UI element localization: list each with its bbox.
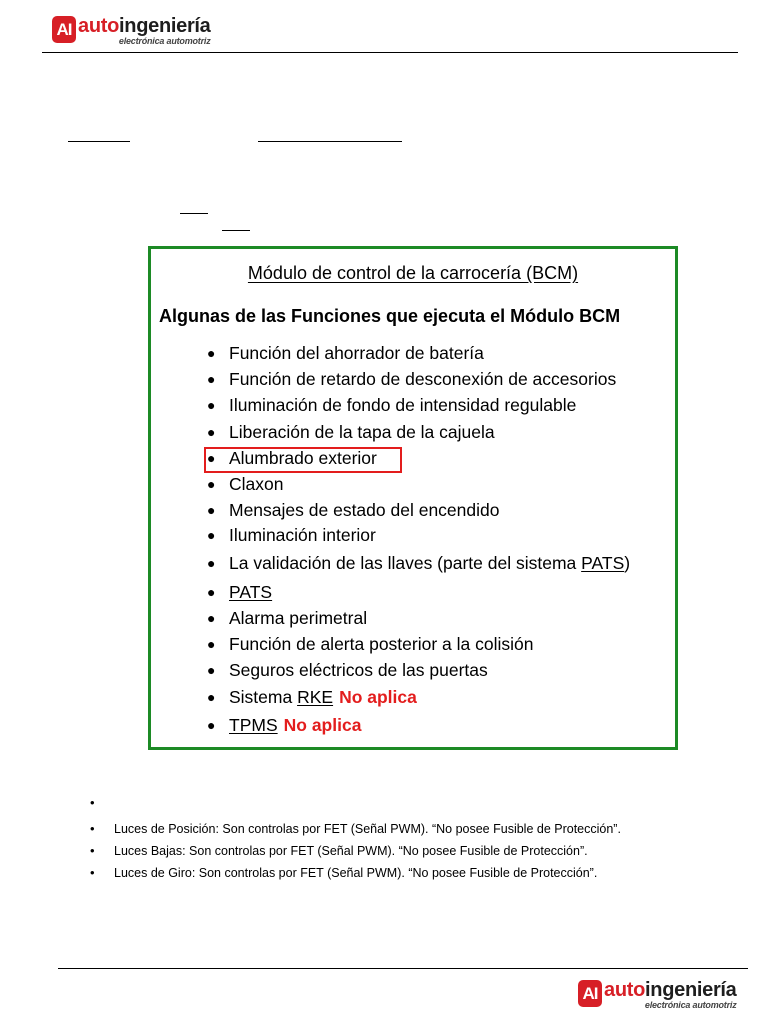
function-item	[207, 685, 417, 709]
bullet-icon: ●	[207, 610, 216, 626]
function-item	[207, 606, 367, 630]
logo-brand	[78, 16, 211, 36]
acronym-link: RKE	[297, 687, 334, 707]
underline-fragment	[180, 213, 208, 214]
bullet-icon: ●	[207, 424, 216, 440]
function-text: Función de alerta posterior a la colisión	[229, 634, 534, 654]
function-item	[207, 393, 576, 417]
bullet-icon: ●	[207, 717, 216, 733]
acronym-link: TPMS	[229, 715, 278, 735]
bullet-icon: ●	[207, 527, 216, 543]
logo-brand-auto: auto	[604, 979, 646, 1001]
bcm-figure	[148, 246, 678, 750]
function-text-suffix: )	[624, 553, 631, 573]
function-text: Liberación de la tapa de la cajuela	[229, 422, 495, 442]
figure-subtitle: Algunas de las Funciones que ejecuta el Módulo BCM	[159, 306, 621, 326]
function-item	[207, 523, 376, 547]
figure-title	[151, 263, 675, 284]
underline-fragment	[222, 230, 250, 231]
function-item	[207, 632, 533, 656]
function-text: Función del ahorrador de batería	[229, 343, 484, 363]
bullet-icon: ●	[207, 345, 216, 361]
function-text: La validación de las llaves (parte del sistema	[229, 553, 582, 573]
underline-fragment	[258, 141, 402, 142]
figure-title-text: Módulo de control de la carrocería (BCM)	[247, 263, 579, 283]
underline-fragment	[68, 141, 130, 142]
function-item	[207, 580, 272, 604]
bullet-icon: ●	[207, 636, 216, 652]
logo-brand-ingenieria: ingeniería	[645, 979, 737, 1001]
function-item	[207, 713, 361, 737]
function-text: Claxon	[229, 474, 284, 494]
function-text: Alarma perimetral	[229, 608, 368, 628]
function-item	[207, 658, 488, 682]
bullet-icon: ●	[207, 555, 216, 571]
function-text: Mensajes de estado del encendido	[229, 500, 500, 520]
footer-logo	[578, 980, 737, 1010]
logo-brand-ingenieria: ingeniería	[119, 15, 211, 37]
logo-tagline: electrónica automotriz	[118, 36, 211, 46]
function-item	[207, 367, 616, 391]
logo-brand-auto: auto	[78, 15, 120, 37]
not-applicable-note: No aplica	[283, 715, 362, 735]
acronym-link: PATS	[229, 582, 273, 602]
body-bullet: • Luces Bajas: Son controlas por FET (Señal PWM). “No posee Fusible de Protección”.	[88, 844, 688, 858]
function-item	[207, 551, 630, 575]
function-text: Sistema	[229, 687, 298, 707]
function-text: Iluminación interior	[229, 525, 376, 545]
function-item	[207, 341, 484, 365]
function-item	[207, 498, 499, 522]
header-rule	[42, 52, 738, 53]
bullet-icon: ●	[207, 584, 216, 600]
logo-badge: AI	[578, 980, 602, 1007]
bullet-icon: ●	[207, 662, 216, 678]
function-item	[207, 420, 495, 444]
bullet-icon: ●	[207, 689, 216, 705]
body-bullet-list	[88, 796, 688, 888]
bullet-icon: ●	[207, 476, 216, 492]
body-bullet: • Luces de Posición: Son controlas por FET (Señal PWM). “No posee Fusible de Protección”.	[88, 822, 688, 836]
footer-rule	[58, 968, 748, 969]
function-item	[207, 472, 283, 496]
not-applicable-note: No aplica	[339, 687, 417, 707]
body-bullet	[88, 796, 688, 810]
function-text: Seguros eléctricos de las puertas	[229, 660, 488, 680]
bullet-icon: ●	[207, 502, 216, 518]
logo-tagline: electrónica automotriz	[644, 1000, 737, 1010]
header-logo	[52, 16, 211, 46]
function-text: Iluminación de fondo de intensidad regulable	[229, 395, 577, 415]
function-item	[207, 446, 377, 470]
function-text: Alumbrado exterior	[229, 448, 377, 468]
logo-badge: AI	[52, 16, 76, 43]
bullet-icon: ●	[207, 450, 216, 466]
bullet-icon: ●	[207, 371, 216, 387]
logo-brand	[604, 980, 737, 1000]
body-bullet: • Luces de Giro: Son controlas por FET (Señal PWM). “No posee Fusible de Protección”.	[88, 866, 688, 880]
function-text: Función de retardo de desconexión de accesorios	[229, 369, 617, 389]
acronym-link: PATS	[581, 553, 625, 573]
bullet-icon: ●	[207, 397, 216, 413]
